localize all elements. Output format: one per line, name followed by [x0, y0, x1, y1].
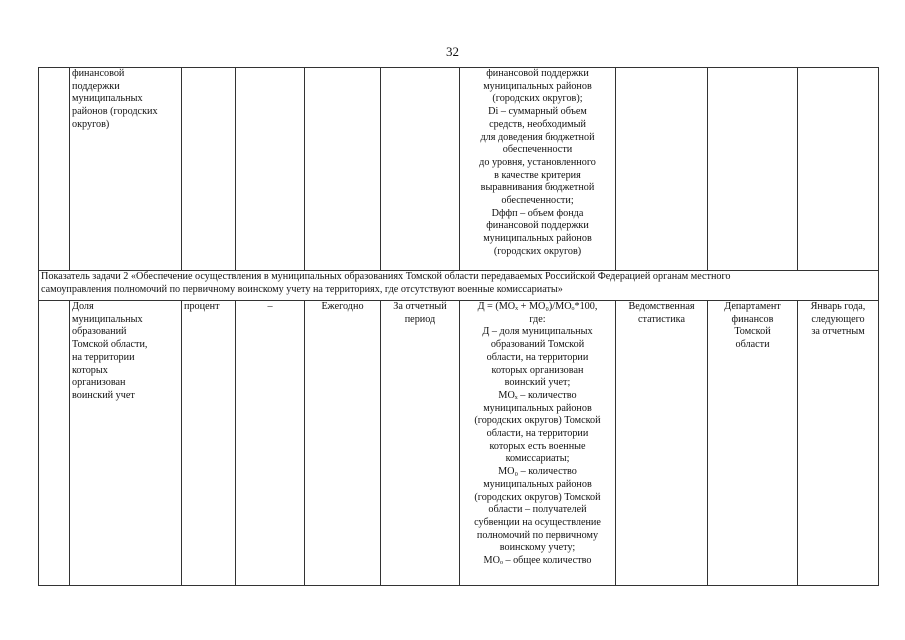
cell-number — [39, 68, 70, 271]
cell-indicator-name: финансовой поддержки муниципальных районов (городских округов) — [70, 68, 182, 271]
cell-responsible: Департамент финансов Томской области — [708, 301, 798, 586]
indicator-row — [39, 301, 879, 586]
cell-formula: Д = (МОₓ + МО₀)/МОₒ*100, где: Д – доля муниципальных образований Томской области, на территории которых организован воинский учет; МОₓ – количество муниципальных районов (городских округов) Томской области, на территории которых есть военные комиссариаты; МО₀ – количество муниципальных районов (городских округов) Томской области – получателей субвенции на осуществление полномочий по первичному воинскому учету; МОₒ – общее количество — [460, 301, 616, 586]
task-heading-row — [39, 271, 879, 301]
cell-basic-value: – — [236, 301, 305, 586]
continuation-row — [39, 68, 879, 271]
cell-deadline — [798, 68, 879, 271]
cell-period: За отчетный период — [381, 301, 460, 586]
cell-source — [616, 68, 708, 271]
cell-unit — [182, 68, 236, 271]
cell-source: Ведомственная статистика — [616, 301, 708, 586]
page-number: 32 — [446, 44, 459, 59]
cell-number — [39, 301, 70, 586]
cell-unit: процент — [182, 301, 236, 586]
cell-responsible — [708, 68, 798, 271]
cell-period — [381, 68, 460, 271]
cell-periodicity: Ежегодно — [305, 301, 381, 586]
task-heading: Показатель задачи 2 «Обеспечение осуществления в муниципальных образованиях Томской области передаваемых Российской Федерацией органам местного самоуправления полномочий по первичному воинскому учету на территориях, где отсутствуют военные комиссариаты» — [39, 271, 879, 301]
cell-periodicity — [305, 68, 381, 271]
cell-basic-value — [236, 68, 305, 271]
cell-formula: финансовой поддержки муниципальных районов (городских округов); Di – суммарный объем средств, необходимый для доведения бюджетной обеспеченности до уровня, установленного в качестве критерия выравнивания бюджетной обеспеченности; Dффп – объем фонда финансовой поддержки муниципальных районов (городских округов) — [460, 68, 616, 271]
indicator-table — [38, 67, 879, 586]
cell-deadline: Январь года, следующего за отчетным — [798, 301, 879, 586]
cell-indicator-name: Доля муниципальных образований Томской области, на территории которых организован воинский учет — [70, 301, 182, 586]
